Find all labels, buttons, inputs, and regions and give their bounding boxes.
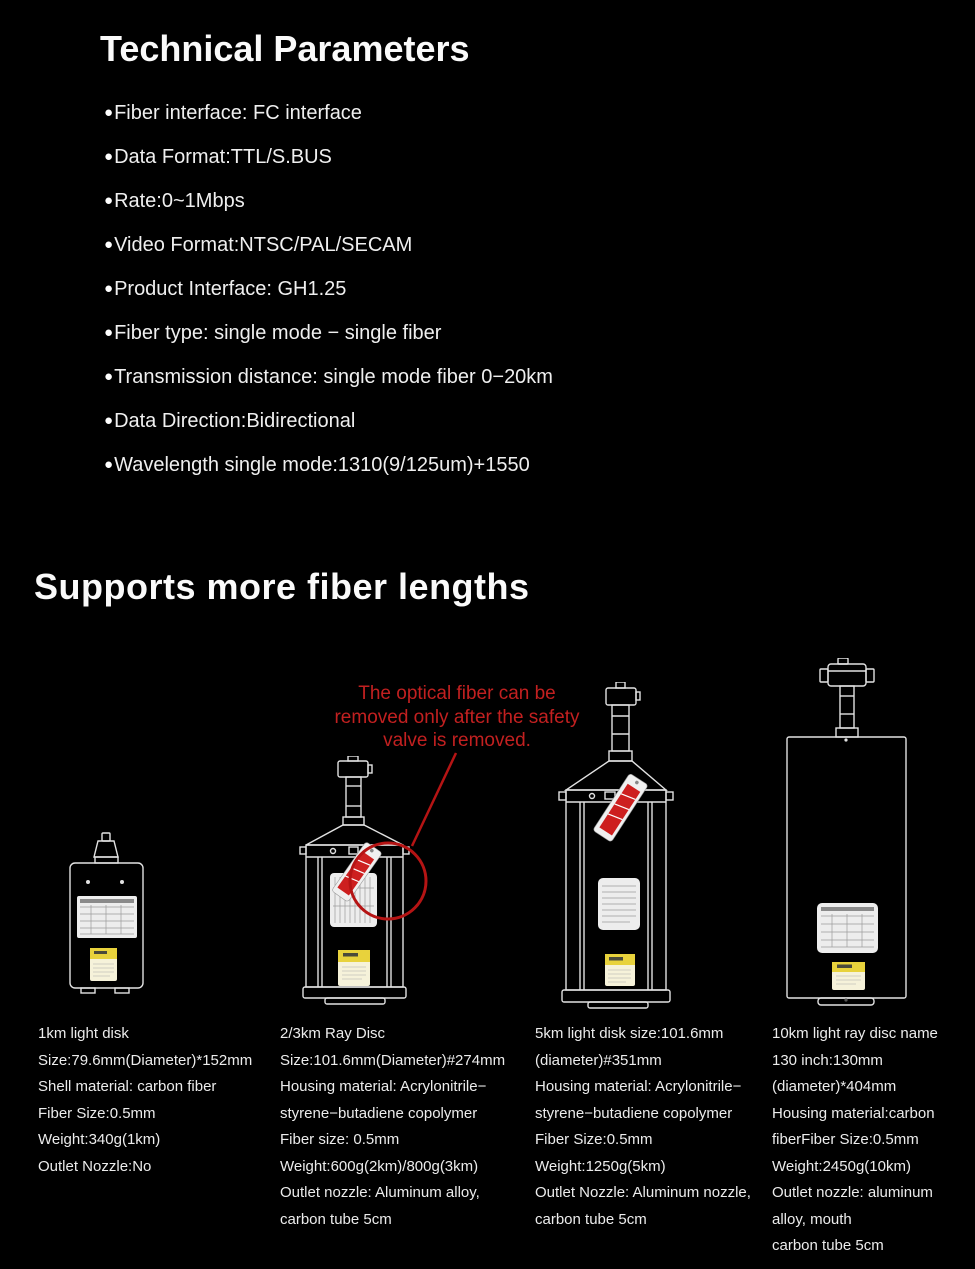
desc-line: Outlet nozzle: aluminum bbox=[772, 1184, 933, 1201]
tech-params-list bbox=[104, 102, 553, 498]
screw-dot-icon bbox=[844, 998, 847, 1001]
spec-item bbox=[104, 366, 553, 388]
safety-valve-tag bbox=[593, 773, 648, 842]
screw-dot-icon bbox=[844, 738, 847, 741]
spec-certificate-label bbox=[77, 896, 137, 938]
spec-item bbox=[104, 278, 553, 300]
desc-line: Size:79.6mm(Diameter)*152mm bbox=[38, 1051, 253, 1069]
desc-line: Shell material: carbon fiber bbox=[38, 1078, 217, 1095]
section-title-technical-parameters: Technical Parameters bbox=[100, 28, 470, 69]
desc-line: Fiber Size:0.5mm bbox=[38, 1104, 156, 1122]
spec-item bbox=[104, 190, 553, 212]
desc-line: Weight:340g(1km) bbox=[38, 1131, 161, 1148]
desc-line: Fiber size: 0.5mm bbox=[280, 1131, 400, 1148]
bullet-icon: ● bbox=[104, 148, 114, 165]
spec-text: Fiber interface: FC interface bbox=[114, 102, 362, 124]
desc-line: (diameter)#351mm bbox=[535, 1051, 662, 1069]
illustration-5km-light-disk bbox=[542, 682, 682, 1014]
desc-line: Housing material: Acrylonitrile− bbox=[535, 1078, 742, 1095]
desc-line: alloy, mouth bbox=[772, 1210, 852, 1228]
spec-text: Data Direction:Bidirectional bbox=[114, 410, 356, 432]
bullet-icon: ● bbox=[104, 324, 114, 341]
illustration-10km-light-ray-disc bbox=[776, 658, 916, 1010]
warning-label bbox=[605, 954, 635, 986]
desc-line: styrene−butadiene copolymer bbox=[280, 1104, 478, 1122]
warning-label bbox=[90, 948, 117, 981]
spec-item bbox=[104, 146, 553, 168]
spec-item bbox=[104, 102, 553, 124]
desc-line: 5km light disk size:101.6mm bbox=[535, 1025, 724, 1042]
product-desc-5km bbox=[535, 1021, 775, 1233]
bullet-icon: ● bbox=[104, 236, 114, 253]
desc-line: carbon tube 5cm bbox=[772, 1237, 884, 1254]
desc-line: Weight:2450g(10km) bbox=[772, 1157, 911, 1175]
desc-line: styrene−butadiene copolymer bbox=[535, 1104, 733, 1122]
desc-line: Outlet Nozzle:No bbox=[38, 1157, 152, 1175]
spec-text: Product Interface: GH1.25 bbox=[114, 278, 347, 300]
spec-item bbox=[104, 410, 553, 432]
desc-line: 1km light disk bbox=[38, 1025, 129, 1042]
product-desc-10km bbox=[772, 1021, 967, 1260]
product-desc-1km bbox=[38, 1021, 276, 1180]
bullet-icon: ● bbox=[104, 104, 114, 121]
bullet-icon: ● bbox=[104, 412, 114, 429]
spec-item bbox=[104, 454, 553, 476]
desc-line: 130 inch:130mm bbox=[772, 1051, 883, 1069]
desc-line: Outlet Nozzle: Aluminum nozzle, bbox=[535, 1184, 751, 1201]
bullet-icon: ● bbox=[104, 368, 114, 385]
desc-line: Housing material: Acrylonitrile− bbox=[280, 1078, 487, 1095]
bullet-icon: ● bbox=[104, 456, 114, 473]
spec-item bbox=[104, 234, 553, 256]
annotation-line: valve is removed. bbox=[383, 730, 531, 751]
product-desc-2-3km bbox=[280, 1021, 530, 1233]
spec-text: Wavelength single mode:1310(9/125um)+1550 bbox=[114, 454, 530, 476]
desc-line: Size:101.6mm(Diameter)#274mm bbox=[280, 1051, 506, 1069]
warning-label bbox=[338, 950, 370, 986]
illustration-1km-light-disk bbox=[58, 831, 150, 1011]
desc-line: Fiber Size:0.5mm bbox=[535, 1131, 653, 1148]
desc-line: carbon tube 5cm bbox=[280, 1210, 392, 1228]
spec-certificate-label bbox=[817, 903, 878, 953]
desc-line: Housing material:carbon bbox=[772, 1104, 935, 1122]
desc-line: Outlet nozzle: Aluminum alloy, bbox=[280, 1184, 480, 1201]
desc-line: 2/3km Ray Disc bbox=[280, 1025, 386, 1042]
spec-label bbox=[598, 878, 640, 930]
desc-line: 10km light ray disc name bbox=[772, 1025, 938, 1042]
spec-text: Transmission distance: single mode fiber 0−20km bbox=[114, 366, 553, 388]
spec-text: Data Format:TTL/S.BUS bbox=[114, 146, 332, 168]
desc-line: Weight:600g(2km)/800g(3km) bbox=[280, 1157, 479, 1175]
screw-dot-icon bbox=[120, 880, 124, 884]
section-title-supports-more-fiber-lengths: Supports more fiber lengths bbox=[34, 566, 530, 607]
desc-line: Weight:1250g(5km) bbox=[535, 1157, 666, 1175]
bullet-icon: ● bbox=[104, 280, 114, 297]
annotation-line: The optical fiber can be bbox=[358, 683, 556, 704]
spec-item bbox=[104, 322, 553, 344]
screw-dot-icon bbox=[86, 880, 90, 884]
illustration-2-3km-ray-disc bbox=[293, 756, 428, 1014]
annotation-line: removed only after the safety bbox=[334, 706, 580, 728]
spec-text: Fiber type: single mode − single fiber bbox=[114, 322, 442, 344]
warning-label bbox=[832, 962, 865, 990]
bullet-icon: ● bbox=[104, 192, 114, 209]
desc-line: carbon tube 5cm bbox=[535, 1210, 647, 1228]
spec-text: Rate:0~1Mbps bbox=[114, 190, 245, 212]
desc-line: fiberFiber Size:0.5mm bbox=[772, 1131, 919, 1148]
desc-line: (diameter)*404mm bbox=[772, 1078, 897, 1095]
spec-text: Video Format:NTSC/PAL/SECAM bbox=[114, 234, 413, 256]
